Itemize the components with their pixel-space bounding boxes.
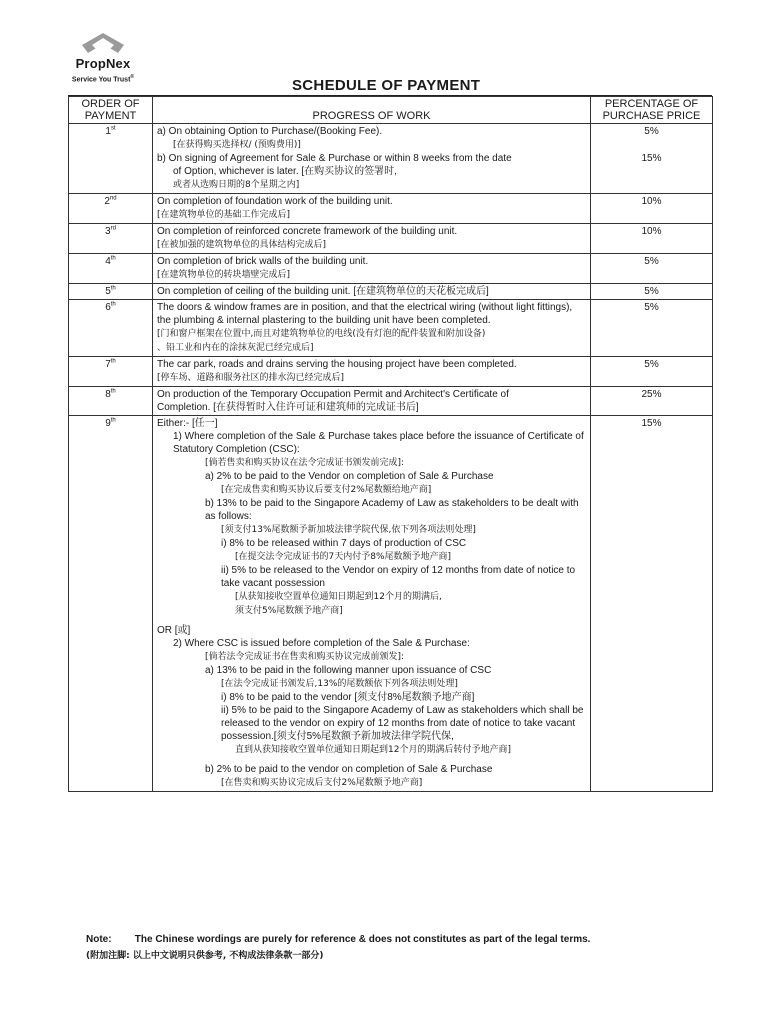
work-text: i) 8% to be released within 7 days of production of CSC bbox=[221, 538, 467, 549]
progress-of-work bbox=[153, 387, 591, 416]
work-text: a) 2% to be paid to the Vendor on completion of Sale & Purchase bbox=[205, 471, 494, 482]
work-text: a) On obtaining Option to Purchase/(Booking Fee). bbox=[157, 126, 383, 137]
work-text: Completion. [在获得暂时入住许可证和建筑师的完成证书后] bbox=[157, 402, 419, 413]
work-text: On completion of foundation work of the building unit. bbox=[157, 196, 393, 207]
work-text: ii) 5% to be paid to the Singapore Academy of Law as stakeholders which shall be released to the vendor on expiry of 12 months from date of notice to take vacant possession.[须支付5%尾数额予新加坡法律学院代保, bbox=[221, 705, 584, 742]
work-text: [从获知接收空置单位通知日期起到12个月的期满后, bbox=[235, 592, 442, 602]
note-text: The Chinese wordings are purely for reference & does not constitutes as part of the legal terms. bbox=[134, 934, 591, 945]
progress-of-work bbox=[153, 357, 591, 387]
progress-of-work bbox=[153, 124, 591, 194]
payment-row bbox=[69, 416, 713, 792]
purchase-percentage: 5% 15% bbox=[591, 124, 713, 194]
header-percentage: PERCENTAGE OF PURCHASE PRICE bbox=[591, 97, 713, 124]
work-text: 须支付5%尾数额予地产商] bbox=[235, 606, 343, 616]
purchase-percentage: 25% bbox=[591, 387, 713, 416]
work-text: [在获得购买选择权/ (预购费用)] bbox=[173, 140, 301, 150]
work-text: 1) Where completion of the Sale & Purchase takes place before the issuance of Certificate of Statutory Completion (CSC): bbox=[173, 431, 584, 455]
header-order: ORDER OF PAYMENT bbox=[69, 97, 153, 124]
work-text: ii) 5% to be released to the Vendor on expiry of 12 months from date of notice to take vacant possession bbox=[221, 565, 576, 589]
note bbox=[86, 934, 590, 945]
progress-of-work bbox=[153, 254, 591, 284]
work-text: [须支付13%尾数额予新加坡法律学院代保,依下列各项法则处理] bbox=[221, 525, 476, 535]
work-text: 直到从获知接收空置单位通知日期起到12个月的期满后转付予地产商] bbox=[235, 745, 511, 755]
purchase-percentage: 5% bbox=[591, 284, 713, 300]
payment-row bbox=[69, 124, 713, 194]
work-text: [门和窗户框架在位置中,而且对建筑物单位的电线(没有灯泡的配件装置和附加设备) bbox=[157, 329, 486, 339]
progress-of-work bbox=[153, 194, 591, 224]
work-text: On completion of ceiling of the building unit. [在建筑物单位的天花板完成后] bbox=[157, 286, 489, 297]
work-text: [在建筑物单位的基础工作完成后] bbox=[157, 210, 291, 220]
work-text: b) 2% to be paid to the vendor on completion of Sale & Purchase bbox=[205, 764, 493, 775]
payment-order: 6th bbox=[69, 300, 153, 357]
payment-order: 1st bbox=[69, 124, 153, 194]
schedule-table bbox=[68, 96, 713, 792]
payment-row bbox=[69, 387, 713, 416]
work-text: On completion of brick walls of the building unit. bbox=[157, 256, 369, 267]
progress-of-work bbox=[153, 284, 591, 300]
payment-order: 5th bbox=[69, 284, 153, 300]
payment-row bbox=[69, 300, 713, 357]
work-text: i) 8% to be paid to the vendor [须支付8%尾数额予地产商] bbox=[221, 692, 475, 703]
work-text: On production of the Temporary Occupation Permit and Architect's Certificate of bbox=[157, 389, 509, 400]
work-text: [在提交法令完成证书的7天内付予8%尾数额予地产商] bbox=[235, 552, 452, 562]
work-text: of Option, whichever is later. [在购买协议的签署时, bbox=[173, 166, 397, 177]
header-progress: PROGRESS OF WORK bbox=[153, 97, 591, 124]
propnex-logo-icon bbox=[80, 32, 126, 54]
purchase-percentage: 10% bbox=[591, 224, 713, 254]
payment-row bbox=[69, 284, 713, 300]
note-chinese: (附加注脚: 以上中文说明只供参考, 不构成法律条款一部分) bbox=[86, 951, 324, 961]
payment-order: 2nd bbox=[69, 194, 153, 224]
payment-order: 8th bbox=[69, 387, 153, 416]
note-label: Note: bbox=[86, 934, 112, 945]
brand-tagline: Service You Trust® bbox=[71, 74, 135, 84]
payment-order: 7th bbox=[69, 357, 153, 387]
progress-of-work bbox=[153, 224, 591, 254]
propnex-logo bbox=[60, 32, 146, 83]
work-text: 、铅工业和内在的涂抹灰泥已经完成后] bbox=[157, 343, 314, 353]
payment-row bbox=[69, 357, 713, 387]
work-text: a) 13% to be paid in the following manner upon issuance of CSC bbox=[205, 665, 492, 676]
brand-name: PropNex bbox=[75, 56, 131, 71]
payment-order: 3rd bbox=[69, 224, 153, 254]
progress-of-work bbox=[153, 300, 591, 357]
work-text: b) 13% to be paid to the Singapore Academy of Law as stakeholders to be dealt with as follows: bbox=[205, 498, 579, 522]
purchase-percentage: 5% bbox=[591, 300, 713, 357]
progress-of-work bbox=[153, 416, 591, 792]
work-text: [在建筑物单位的转块墙壁完成后] bbox=[157, 270, 291, 280]
work-text: [在被加强的建筑物单位的具体结构完成后] bbox=[157, 240, 327, 250]
work-text: The doors & window frames are in position, and that the electrical wiring (without light fittings), the plumbing & internal plastering to the building unit have been completed. bbox=[157, 302, 573, 326]
work-text: [在法令完成证书颁发后,13%的尾数额依下列各项法则处理] bbox=[221, 679, 458, 689]
work-text: Either:- [任一] bbox=[157, 418, 218, 429]
page-title: SCHEDULE OF PAYMENT bbox=[292, 77, 481, 94]
work-text: [在售卖和购买协议完成后支付2%尾数额予地产商] bbox=[221, 778, 423, 788]
payment-order: 4th bbox=[69, 254, 153, 284]
payment-order: 9th bbox=[69, 416, 153, 792]
work-text: [在完成售卖和购买协议后要支付2%尾数额给地产商] bbox=[221, 485, 432, 495]
work-text: OR [或] bbox=[157, 625, 191, 636]
table-header-row bbox=[69, 97, 713, 124]
purchase-percentage: 5% bbox=[591, 254, 713, 284]
work-text: 2) Where CSC is issued before completion of the Sale & Purchase: bbox=[173, 638, 470, 649]
purchase-percentage: 5% bbox=[591, 357, 713, 387]
work-text: [倘若售卖和购买协议在法令完成证书颁发前完成]: bbox=[205, 458, 405, 468]
purchase-percentage: 10% bbox=[591, 194, 713, 224]
purchase-percentage: 15% bbox=[591, 416, 713, 792]
work-text: b) On signing of Agreement for Sale & Purchase or within 8 weeks from the date bbox=[157, 153, 512, 164]
work-text: On completion of reinforced concrete framework of the building unit. bbox=[157, 226, 458, 237]
work-text: 或者从选购日期的8个星期之内] bbox=[173, 180, 300, 190]
payment-row bbox=[69, 194, 713, 224]
payment-row bbox=[69, 224, 713, 254]
work-text: [倘若法令完成证书在售卖和购买协议完成前颁发]: bbox=[205, 652, 405, 662]
work-text: The car park, roads and drains serving the housing project have been completed. bbox=[157, 359, 517, 370]
work-text: [停车场、道路和服务社区的排水沟已经完成后] bbox=[157, 373, 345, 383]
payment-row bbox=[69, 254, 713, 284]
